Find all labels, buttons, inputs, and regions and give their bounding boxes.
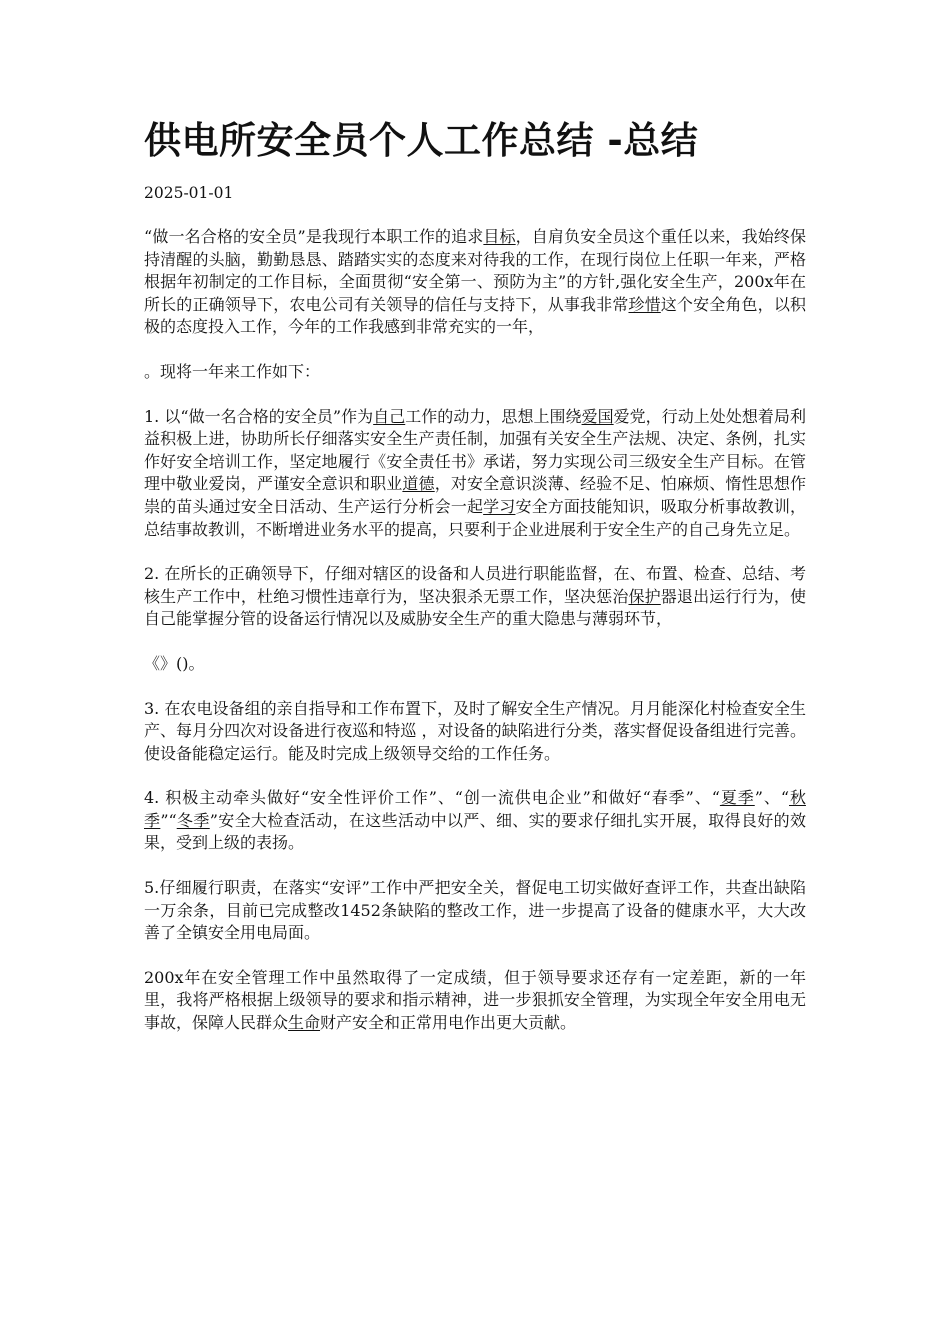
text-span: ”安全大检查活动，在这些活动中以严、细、实的要求仔细扎实开展，取得良好的效果，受到上级的表扬。 — [144, 810, 806, 853]
text-span: ”“ — [160, 810, 177, 830]
link-study[interactable]: 学习 — [483, 496, 516, 516]
paragraph-item-2 — [144, 563, 806, 631]
text-span: 4. 积极主动牵头做好“安全性评价工作”、“创一流供电企业”和做好“春季”、“ — [144, 788, 720, 808]
text-span: “做一名合格的安全员”是我现行本职工作的追求 — [144, 227, 484, 246]
link-patriotism[interactable]: 爱国 — [581, 406, 614, 426]
document-page — [144, 118, 806, 1057]
text-span: 200x年在安全管理工作中虽然取得了一定成绩，但于领导要求还存有一定差距，新的一年里，我将严格根据上级领导的要求和指示精神，进一步狠抓安全管理，为实现全年安全用电无事故，保障人民群众 — [144, 967, 806, 1033]
text-span: 2. 在所长的正确领导下，仔细对辖区的设备和人员进行职能监督，在、布置、检查、总结、考核生产工作中，杜绝习惯性违章行为，坚决狠杀无票工作，坚决惩治 — [144, 564, 806, 606]
paragraph-bracket-note: 《》()。 — [144, 653, 205, 673]
paragraph-item-1 — [144, 406, 806, 542]
link-self[interactable]: 自己 — [373, 406, 406, 426]
text-span: ，对安全意识淡薄、经验不足、怕麻烦、惰性思想作祟的苗头通过安全日活动、生产运行分析会一起 — [144, 474, 806, 516]
text-span: 财产安全和正常用电作出更大贡献。 — [320, 1013, 577, 1033]
paragraph-lead-in: 。现将一年来工作如下： — [144, 361, 321, 381]
publish-date: 2025-01-01 — [144, 184, 234, 202]
link-goal[interactable]: 目标 — [483, 227, 516, 246]
text-span: 1. 以“做一名合格的安全员”作为 — [144, 406, 374, 426]
link-protection[interactable]: 保护 — [628, 586, 661, 606]
paragraph-conclusion — [144, 967, 806, 1035]
link-ethics[interactable]: 道德 — [402, 474, 435, 494]
paragraph-item-5: 5.仔细履行职责，在落实“安评”工作中严把安全关，督促电工切实做好查评工作，共查出缺陷一万余条，目前已完成整改1452条缺陷的整改工作，进一步提高了设备的健康水平，大大改善了全镇安全用电局面。 — [144, 878, 806, 943]
paragraph-item-3: 3. 在农电设备组的亲自指导和工作布置下，及时了解安全生产情况。月月能深化村检查安全生产、每月分四次对设备进行夜巡和特巡 ，对设备的缺陷进行分类，落实督促设备组进行完善。使设备能稳定运行。能及时完成上级领导交给的工作任务。 — [144, 698, 806, 763]
paragraph-item-4 — [144, 787, 806, 855]
text-span: 安全方面技能知识，吸取分析事故教训，总结事故教训，不断增进业务水平的提高，只要利于企业进展利于安全生产的自己身先立足。 — [144, 496, 806, 539]
page-title: 供电所安全员个人工作总结 -总结 — [144, 119, 699, 162]
text-span: 器退出运行行为，使自己能掌握分管的设备运行情况以及威胁安全生产的重大隐患与薄弱环节， — [144, 586, 806, 629]
text-span: 工作的动力，思想上围绕 — [405, 406, 582, 426]
paragraph-intro — [144, 226, 806, 339]
link-autumn[interactable]: 秋季 — [144, 788, 806, 830]
link-winter[interactable]: 冬季 — [176, 810, 210, 830]
text-span: 这个安全角色，以积极的态度投入工作，今年的工作我感到非常充实的一年， — [144, 294, 806, 337]
text-span: ”、“ — [754, 788, 789, 808]
link-summer[interactable]: 夏季 — [719, 788, 755, 808]
link-cherish[interactable]: 珍惜 — [628, 294, 661, 314]
text-span: 爱党，行动上处处想着局利益积极上进，协助所长仔细落实安全生产责任制，加强有关安全生产法规、决定、条例，扎实作好安全培训工作，坚定地履行《安全责任书》承诺，努力实现公司三级安全生产目标。在管理中敬业爱岗，严谨安全意识和职业 — [144, 406, 806, 494]
link-life[interactable]: 生命 — [288, 1013, 321, 1033]
text-span: ，自肩负安全员这个重任以来，我始终保持清醒的头脑，勤勤恳恳、踏踏实实的态度来对待我的工作，在现行岗位上任职一年来，严格根据年初制定的工作目标，全面贯彻“安全第一、预防为主”的方针,强化安全生产，200x年在所长的正确领导下，农电公司有关领导的信任与支持下，从事我非常 — [144, 227, 806, 314]
